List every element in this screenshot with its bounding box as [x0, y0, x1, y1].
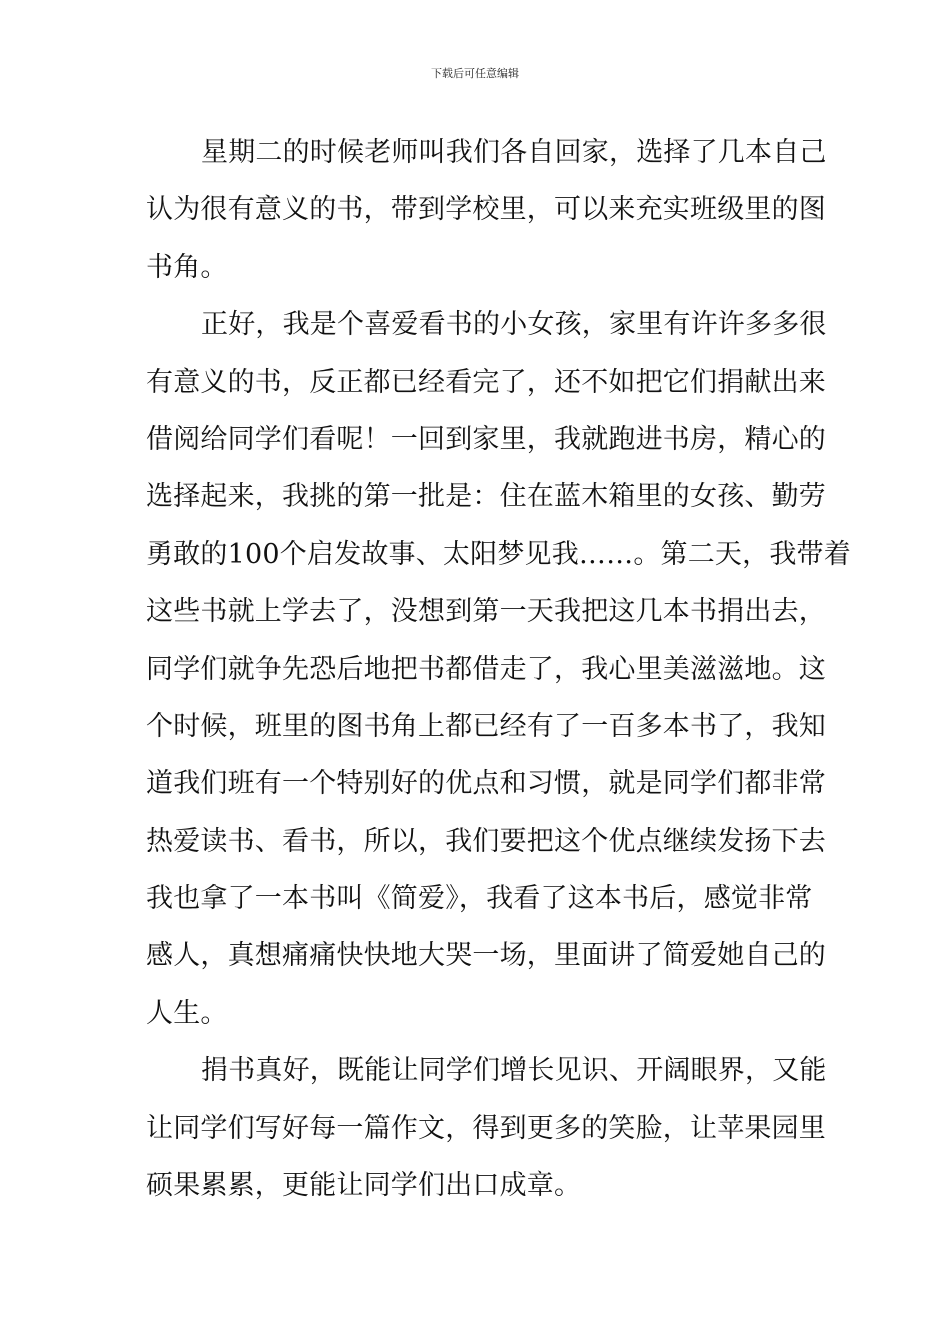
page-header: 下载后可任意编辑: [431, 67, 519, 80]
text-line: 选择起来，我挑的第一批是：住在蓝木箱里的女孩、勤劳: [146, 481, 826, 513]
text-line: 借阅给同学们看呢！一回到家里，我就跑进书房，精心的: [146, 423, 826, 455]
text-line: 同学们就争先恐后地把书都借走了，我心里美滋滋地。这: [146, 653, 826, 685]
text-line: 道我们班有一个特别好的优点和习惯，就是同学们都非常: [146, 768, 826, 800]
text-line: 感人，真想痛痛快快地大哭一场，里面讲了简爱她自己的: [146, 940, 826, 972]
text-line: 让同学们写好每一篇作文，得到更多的笑脸，让苹果园里: [146, 1112, 826, 1144]
text-line: 个时候，班里的图书角上都已经有了一百多本书了，我知: [146, 710, 826, 742]
text-line: 认为很有意义的书，带到学校里，可以来充实班级里的图: [146, 194, 826, 226]
text-line: 正好，我是个喜爱看书的小女孩，家里有许许多多很: [201, 309, 827, 341]
document-body: [146, 124, 851, 1214]
text-line: 我也拿了一本书叫《简爱》，我看了这本书后，感觉非常: [146, 883, 813, 915]
text-line: 热爱读书、看书，所以，我们要把这个优点继续发扬下去: [146, 825, 826, 857]
text-line: 星期二的时候老师叫我们各自回家，选择了几本自己: [201, 137, 827, 168]
text-line: 捐书真好，既能让同学们增长见识、开阔眼界，又能: [201, 1055, 827, 1087]
text-line: 有意义的书，反正都已经看完了，还不如把它们捐献出来: [146, 366, 826, 398]
text-line: 书角。: [146, 251, 228, 283]
text-line: 这些书就上学去了，没想到第一天我把这几本书捐出去，: [146, 596, 826, 628]
text-line: 人生。: [146, 997, 228, 1029]
text-line: 硕果累累，更能让同学们出口成章。: [146, 1170, 582, 1202]
text-line: 勇敢的100个启发故事、太阳梦见我……。第二天，我带着: [146, 538, 851, 570]
